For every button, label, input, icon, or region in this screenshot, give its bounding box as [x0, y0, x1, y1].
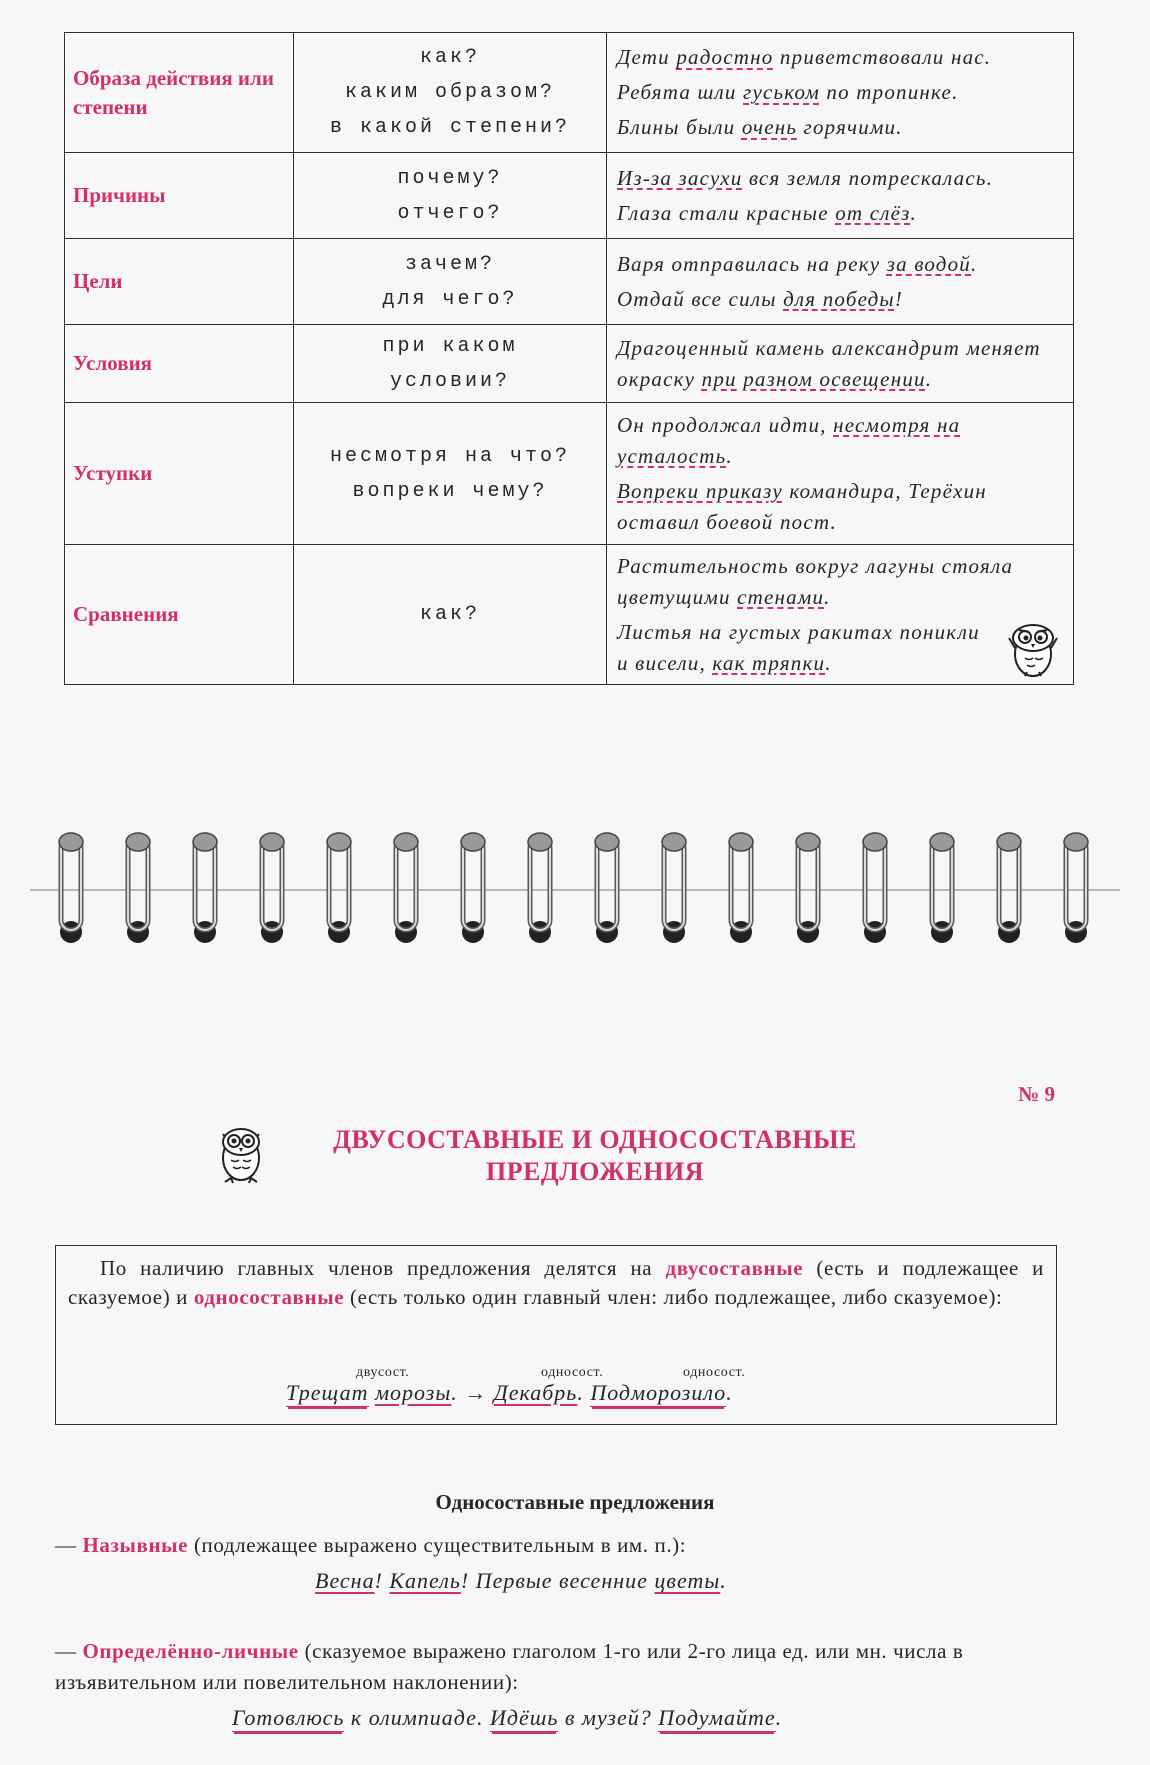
question: зачем?	[404, 252, 495, 276]
adverbial-examples	[607, 239, 1074, 325]
table-row	[65, 325, 1074, 403]
spiral-ring	[662, 833, 686, 943]
adverbial-word: радостно	[676, 45, 774, 69]
question: как?	[419, 603, 480, 626]
adverbial-type: Цели	[65, 239, 294, 325]
example-text: !	[894, 286, 904, 311]
example-sentence	[617, 77, 1065, 108]
table-row	[65, 153, 1074, 239]
question: при каком	[382, 334, 518, 358]
label-one-part-b: односост.	[683, 1365, 746, 1380]
nominal-example	[315, 1568, 727, 1594]
adverbial-word: за водой	[886, 251, 972, 276]
spiral-binding	[30, 820, 1120, 960]
adverbial-type: Сравнения	[65, 545, 294, 685]
adverbial-examples	[607, 33, 1074, 153]
example-text: .	[824, 584, 831, 609]
example-sentence	[617, 410, 1065, 472]
adverbial-word: стенами	[737, 584, 825, 609]
punct: .	[775, 1705, 783, 1730]
def-ex-text: в музей?	[558, 1705, 659, 1730]
nominal-item	[55, 1530, 1065, 1561]
example-sentence	[617, 198, 1065, 229]
question: вопреки чему?	[352, 479, 548, 503]
rule-text-part2: (есть и подлежащее и сказуемое) и	[68, 1256, 1045, 1309]
adverbial-word: несмотря на усталость	[617, 412, 961, 468]
def-ex-word1: Готовлюсь	[232, 1705, 345, 1730]
spiral-ring	[126, 833, 150, 943]
example-text: горячими.	[797, 115, 903, 139]
example-text: .	[910, 200, 917, 225]
example-text: Он продолжал идти,	[617, 412, 834, 437]
adverbial-questions	[294, 325, 607, 403]
example-text: Драгоценный камень александрит меняет окраску	[617, 335, 1041, 391]
definite-personal-item	[55, 1636, 1065, 1698]
example-text: вся земля потрескалась.	[742, 165, 994, 190]
example-text: командира, Терёхин оставил боевой пост.	[617, 478, 987, 534]
adverbial-type: Условия	[65, 325, 294, 403]
example-one-part-predicate: Подморозило	[590, 1380, 727, 1405]
rule-text-part3: (есть только один главный член: либо подлежащее, либо сказуемое):	[344, 1285, 1003, 1309]
def-ex-word2: Идёшь	[489, 1705, 559, 1730]
example-text: Дети	[617, 45, 677, 69]
one-part-heading: Односоставные предложения	[435, 1490, 715, 1514]
definite-term: Определённо-личные	[82, 1639, 299, 1663]
question: для чего?	[382, 287, 518, 311]
adverbial-questions	[294, 153, 607, 239]
nominal-term: Назывные	[82, 1533, 189, 1557]
spiral-ring	[59, 833, 83, 943]
example-text: Отдай все силы	[617, 286, 784, 311]
spiral-ring	[193, 833, 217, 943]
example-sentence	[617, 284, 1065, 315]
example-sentence	[617, 112, 1065, 143]
nominal-ex-word3: цветы	[654, 1568, 721, 1593]
question: каким образом?	[344, 81, 556, 104]
label-one-part-a: односост.	[541, 1365, 604, 1380]
adverbial-examples	[607, 325, 1074, 403]
rule-text	[68, 1254, 1044, 1312]
adverbial-word: от слёз	[835, 200, 911, 225]
adverbial-questions	[294, 239, 607, 325]
adverbial-word: при разном освещении	[701, 366, 926, 391]
adverbial-type: Причины	[65, 153, 294, 239]
question: в какой степени?	[329, 116, 571, 139]
definite-desc: (сказуемое выражено глаголом 1-го или 2-го лица ед. или мн. числа в изъявительном или повелительном наклонении):	[55, 1639, 964, 1694]
nominal-ex-text: ! Первые весенние	[460, 1568, 655, 1593]
arrow: →	[457, 1380, 494, 1405]
punct: .	[577, 1380, 591, 1405]
example-text: .	[825, 650, 832, 675]
rule-example-sentence	[286, 1378, 733, 1407]
spiral-ring	[796, 833, 820, 943]
spiral-ring	[595, 833, 619, 943]
spiral-ring	[1064, 833, 1088, 943]
example-sentence	[617, 163, 1065, 194]
adverbial-table	[64, 32, 1074, 685]
def-ex-word3: Подумайте	[658, 1705, 776, 1730]
adverbial-word: как тряпки	[712, 650, 826, 675]
rule-box	[55, 1245, 1057, 1425]
table-row	[65, 239, 1074, 325]
adverbial-word: гуськом	[743, 80, 820, 104]
punct: !	[374, 1568, 390, 1593]
section-title-line2: ПРЕДЛОЖЕНИЯ	[485, 1157, 705, 1186]
rule-text-part1: По наличию главных членов предложения делятся на	[100, 1256, 666, 1280]
adverbial-word: Вопреки приказу	[617, 478, 783, 503]
question: условии?	[389, 369, 510, 393]
spiral-ring	[260, 833, 284, 943]
adverbial-examples	[607, 545, 1074, 685]
spiral-ring	[528, 833, 552, 943]
example-text: приветствовали нас.	[773, 45, 992, 69]
adverbial-word: для победы	[783, 286, 895, 311]
example-predicate: Трещат	[286, 1380, 369, 1405]
term-one-part: односоставные	[193, 1285, 345, 1309]
example-sentence	[617, 617, 1065, 679]
spiral-ring	[930, 833, 954, 943]
table-row	[65, 403, 1074, 545]
example-sentence	[617, 249, 1065, 280]
nominal-ex-word2: Капель	[389, 1568, 461, 1593]
punct: .	[451, 1380, 458, 1405]
adverbial-questions	[294, 545, 607, 685]
question: несмотря на что?	[329, 444, 571, 468]
question: как?	[419, 46, 480, 69]
table-row	[65, 33, 1074, 153]
section-title	[275, 1124, 915, 1188]
example-text: .	[971, 251, 978, 276]
adverbial-type: Уступки	[65, 403, 294, 545]
owl-icon	[1003, 616, 1063, 680]
example-sentence	[617, 42, 1065, 73]
example-text: Варя отправилась на реку	[617, 251, 887, 276]
spiral-ring	[863, 833, 887, 943]
adverbial-word: очень	[741, 115, 798, 139]
dash: —	[55, 1639, 77, 1663]
example-one-part-subject: Декабрь	[493, 1380, 578, 1405]
section-title-line1: ДВУСОСТАВНЫЕ И ОДНОСОСТАВНЫЕ	[333, 1125, 857, 1154]
def-ex-object: к олимпиаде	[350, 1705, 477, 1730]
adverbial-questions	[294, 33, 607, 153]
example-text: .	[726, 443, 733, 468]
adverbial-word: Из-за засухи	[617, 165, 743, 190]
punct: .	[726, 1380, 733, 1405]
spiral-ring	[394, 833, 418, 943]
example-sentence	[617, 476, 1065, 538]
spiral-ring	[327, 833, 351, 943]
example-text: по тропинке.	[819, 80, 959, 104]
example-text: .	[925, 366, 933, 391]
example-text: Листья на густых ракитах поникли и висели,	[617, 619, 980, 675]
example-text: Глаза стали красные	[617, 200, 836, 225]
example-subject: морозы	[375, 1380, 452, 1405]
owl-icon	[215, 1120, 267, 1186]
term-two-part: двусоставные	[665, 1256, 804, 1280]
question: отчего?	[397, 201, 503, 225]
punct: .	[476, 1705, 490, 1730]
example-text: Растительность вокруг лагуны стояла цветущими	[617, 553, 1014, 609]
example-text: Ребята шли	[617, 80, 744, 104]
example-sentence	[617, 333, 1065, 395]
adverbial-examples	[607, 153, 1074, 239]
section-number: № 9	[1018, 1082, 1055, 1106]
adverbial-questions	[294, 403, 607, 545]
question: почему?	[397, 166, 503, 190]
nominal-desc: (подлежащее выражено существительным в им. п.):	[188, 1533, 687, 1557]
rule-example	[56, 1358, 1056, 1418]
label-two-part: двусост.	[356, 1365, 410, 1380]
nominal-ex-word1: Весна	[315, 1568, 375, 1593]
spiral-ring	[729, 833, 753, 943]
dash: —	[55, 1533, 77, 1557]
spiral-ring	[997, 833, 1021, 943]
adverbial-examples	[607, 403, 1074, 545]
punct: .	[720, 1568, 727, 1593]
adverbial-table-wrap	[64, 32, 1074, 685]
spiral-ring	[461, 833, 485, 943]
example-sentence	[617, 551, 1065, 613]
definite-example	[232, 1705, 782, 1731]
table-row	[65, 545, 1074, 685]
adverbial-type: Образа действия или степени	[65, 33, 294, 153]
example-text: Блины были	[617, 115, 742, 139]
